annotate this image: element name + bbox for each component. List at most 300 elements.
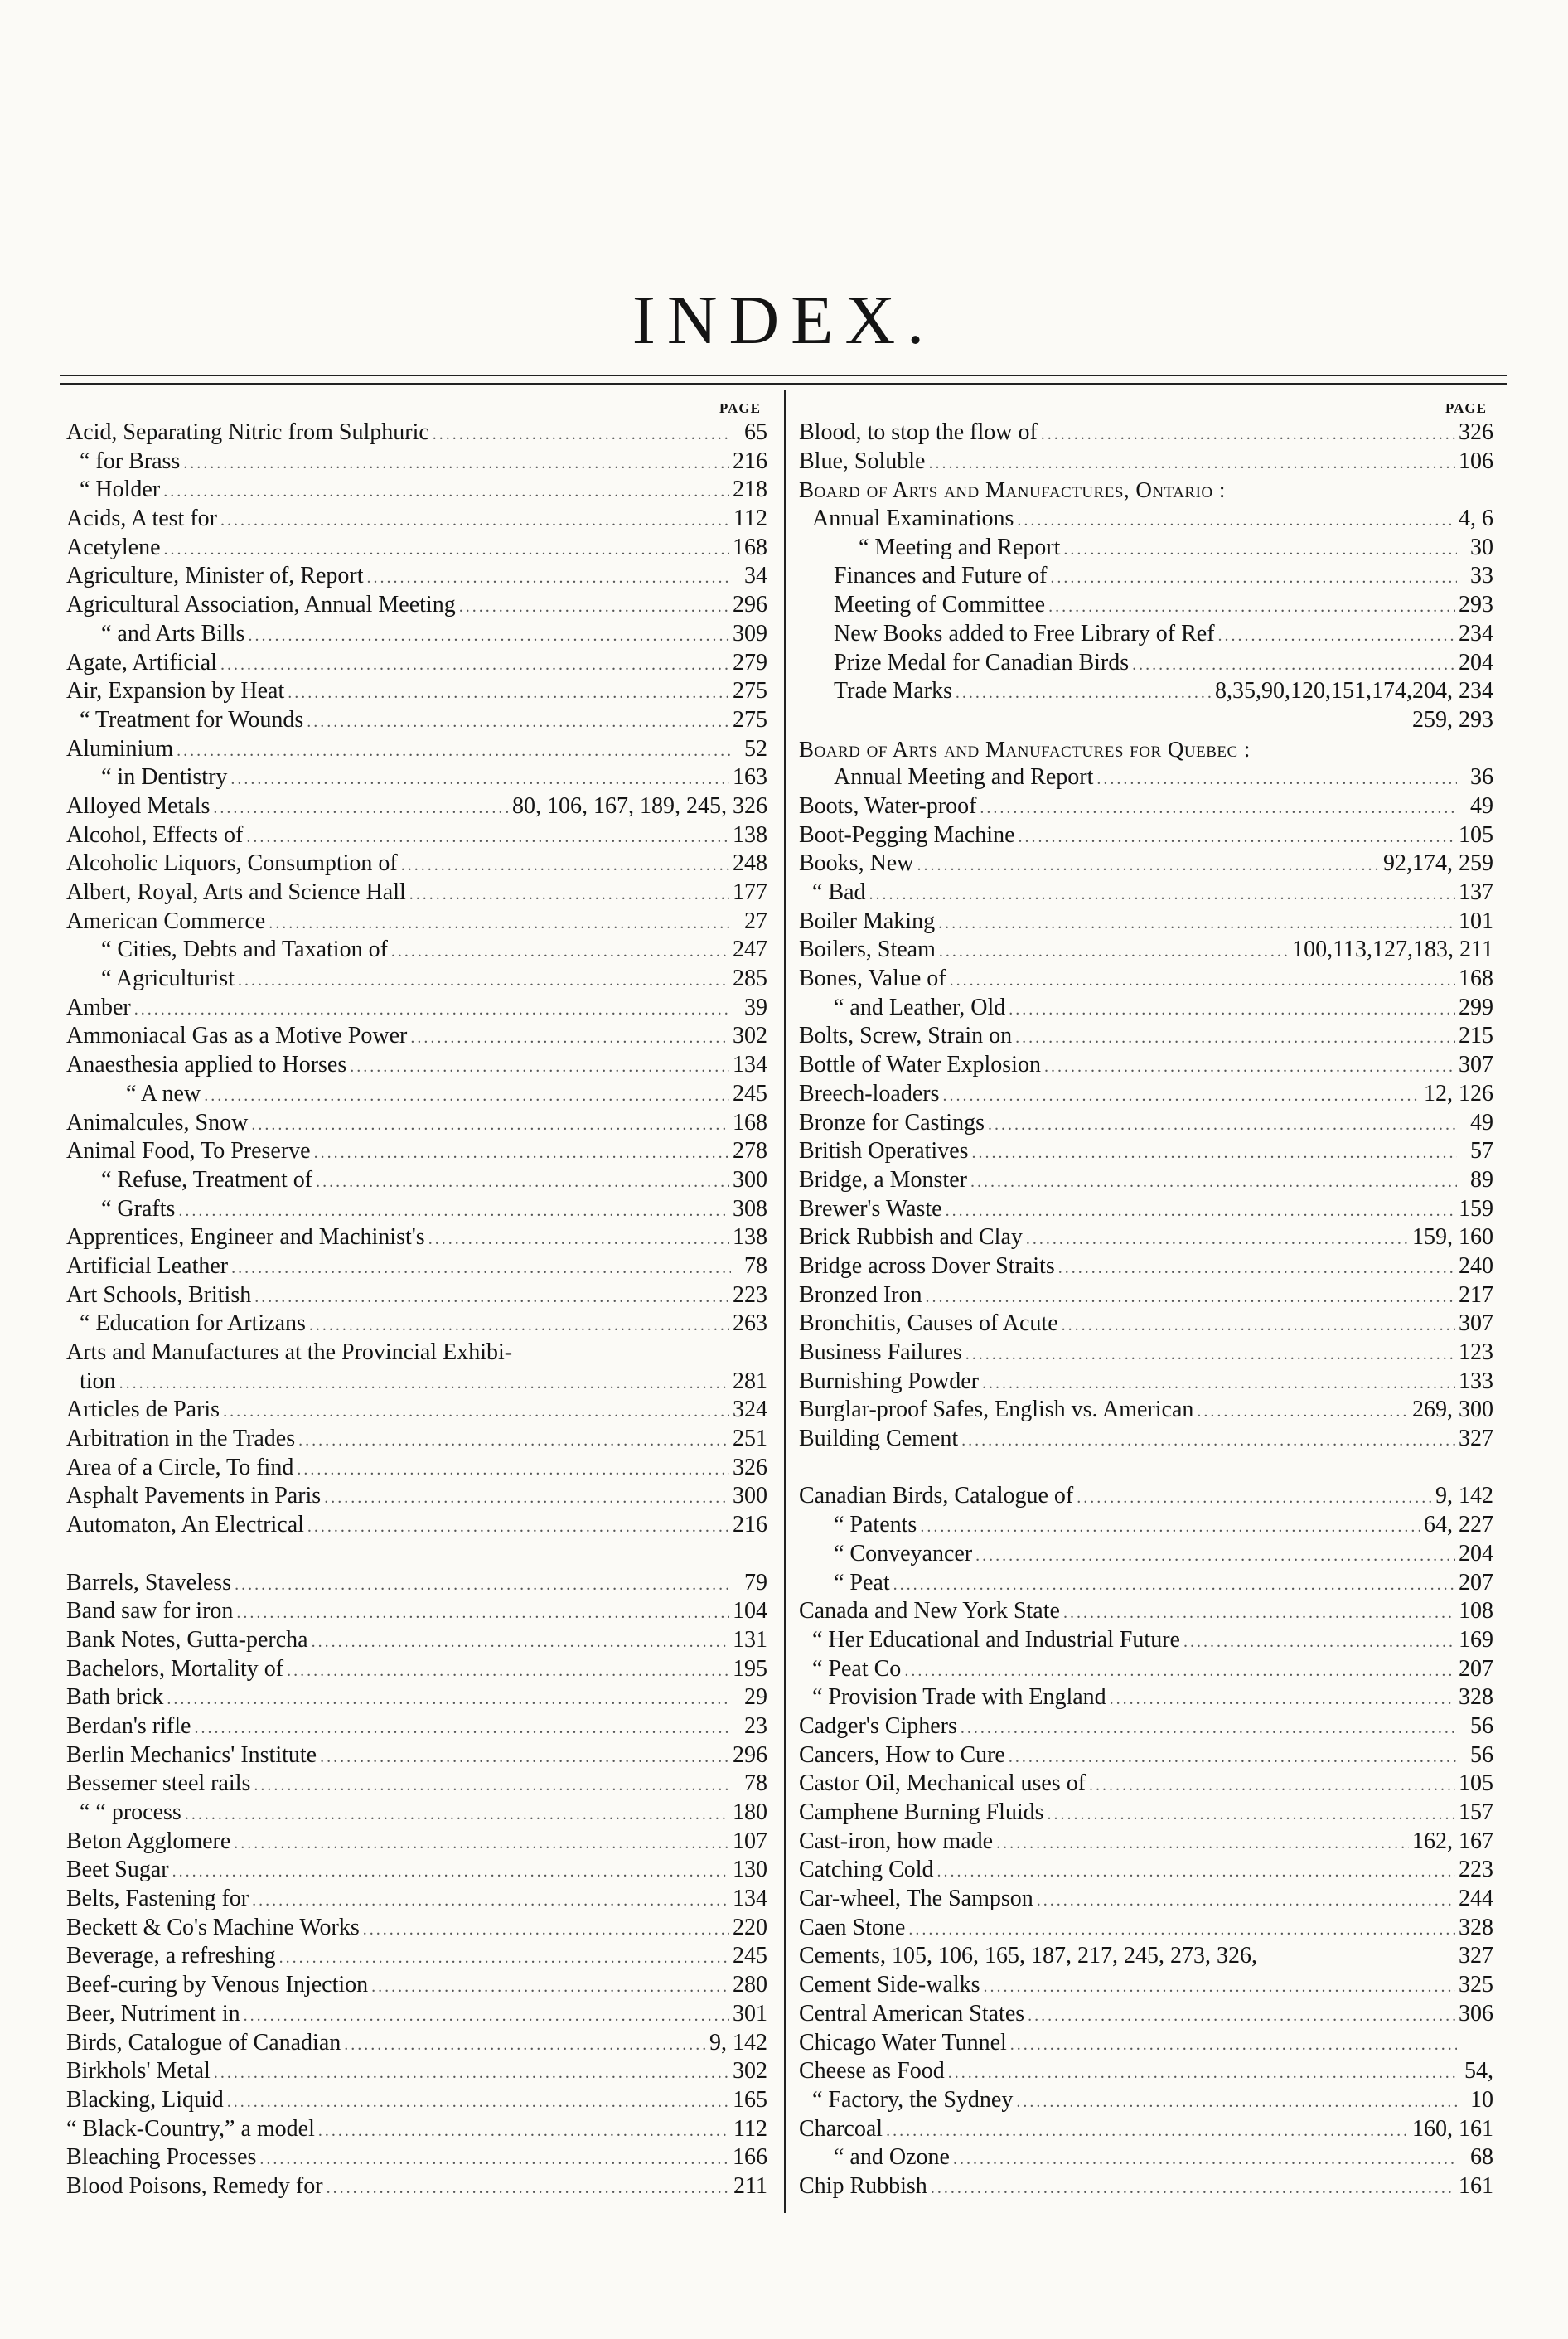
- index-entry: [66, 591, 767, 620]
- index-entry: [66, 908, 767, 937]
- page-numbers: 296: [733, 592, 767, 618]
- index-entry: [66, 620, 767, 649]
- index-entry: [66, 1310, 767, 1339]
- index-term: “ Grafts: [101, 1195, 176, 1222]
- page-numbers: 247: [733, 937, 767, 963]
- index-term: “ for Brass: [80, 448, 181, 474]
- page-numbers: 29: [744, 1684, 767, 1711]
- title-rule-bottom: [60, 383, 1507, 385]
- dot-leader: [251, 1111, 729, 1138]
- index-term: Meeting of Committee: [834, 592, 1046, 618]
- dot-leader: [297, 1455, 729, 1483]
- page-numbers: 248: [733, 850, 767, 877]
- page-numbers: 27: [744, 908, 767, 934]
- dot-leader: [254, 1283, 729, 1310]
- index-term: Beckett & Co's Machine Works: [66, 1914, 360, 1940]
- page-numbers: 326: [733, 1454, 767, 1480]
- page-numbers: 301: [733, 2000, 767, 2027]
- page-numbers: 325: [1459, 1972, 1493, 1998]
- dot-leader: [984, 1973, 1455, 2000]
- page-numbers: 123: [1459, 1339, 1493, 1365]
- index-entry: [66, 1799, 767, 1828]
- page-numbers: 9, 142: [1435, 1483, 1493, 1509]
- page-numbers: 33: [1470, 563, 1493, 589]
- index-entry: [66, 792, 767, 821]
- dot-leader: [996, 1829, 1409, 1857]
- index-entry: [799, 1683, 1493, 1712]
- index-entry: [799, 476, 1493, 505]
- dot-leader: [459, 593, 729, 620]
- dot-leader: [167, 1685, 731, 1712]
- page-numbers: 34: [744, 563, 767, 589]
- index-entry: [799, 1166, 1493, 1195]
- dot-leader: [1132, 651, 1455, 678]
- page-numbers: 134: [733, 1052, 767, 1078]
- page-numbers: 105: [1459, 1770, 1493, 1797]
- index-entry: [799, 1482, 1493, 1511]
- dot-leader: [227, 2088, 729, 2115]
- index-entry: [799, 1137, 1493, 1166]
- index-entry: [799, 1540, 1493, 1569]
- index-term: “ “ process: [80, 1799, 181, 1825]
- index-entry: [66, 677, 767, 706]
- index-term: Cadger's Ciphers: [799, 1712, 957, 1739]
- index-entry: [799, 2115, 1493, 2144]
- dot-leader: [908, 1915, 1455, 1943]
- index-entry: [799, 1109, 1493, 1138]
- index-term: Prize Medal for Canadian Birds: [834, 649, 1130, 676]
- index-term: Boiler Making: [799, 908, 936, 934]
- index-term: Canadian Birds, Catalogue of: [799, 1483, 1074, 1509]
- index-term: Cast-iron, how made: [799, 1828, 994, 1854]
- dot-leader: [220, 506, 730, 534]
- dot-leader: [1028, 2002, 1455, 2029]
- index-entry: [799, 2029, 1493, 2058]
- page-numbers: 300: [733, 1483, 767, 1509]
- page-numbers: 299: [1459, 994, 1493, 1020]
- index-term: Breech-loaders: [799, 1080, 940, 1107]
- index-entry: [799, 1799, 1493, 1828]
- index-column-left: [66, 399, 767, 2201]
- page-numbers: 106: [1459, 448, 1493, 474]
- dot-leader: [298, 1426, 729, 1454]
- index-entry: [799, 620, 1493, 649]
- index-entry: [66, 735, 767, 764]
- index-entry: [799, 649, 1493, 678]
- page-numbers: 4, 6: [1459, 506, 1493, 532]
- page-numbers: 160, 161: [1412, 2115, 1493, 2142]
- dot-leader: [1218, 622, 1455, 649]
- index-term: Artificial Leather: [66, 1252, 229, 1279]
- index-entry: [66, 2143, 767, 2172]
- index-term: “ and Leather, Old: [834, 994, 1006, 1020]
- index-entry: [66, 2115, 767, 2144]
- index-term: Alcoholic Liquors, Consumption of: [66, 850, 398, 877]
- dot-leader: [920, 1513, 1420, 1540]
- page-numbers: 223: [733, 1281, 767, 1308]
- page-numbers: 163: [733, 764, 767, 791]
- index-term: “ Peat: [834, 1569, 890, 1596]
- index-entry: [66, 1109, 767, 1138]
- index-term: Birds, Catalogue of Canadian: [66, 2029, 341, 2056]
- index-entry: [66, 2000, 767, 2029]
- index-entry: [66, 1223, 767, 1252]
- dot-leader: [939, 937, 1289, 965]
- index-entry: [66, 1597, 767, 1626]
- index-entry: [799, 850, 1493, 879]
- index-entry: [799, 821, 1493, 850]
- dot-leader: [1183, 1628, 1455, 1655]
- index-term: Agate, Artificial: [66, 649, 217, 676]
- index-entry: [66, 1626, 767, 1655]
- dot-leader: [204, 1082, 729, 1109]
- index-term: New Books added to Free Library of Ref: [834, 620, 1215, 646]
- dot-leader: [946, 1197, 1455, 1224]
- index-term: “ Meeting and Report: [859, 534, 1061, 560]
- page-numbers: 218: [733, 477, 767, 503]
- index-entry: [66, 1914, 767, 1943]
- index-term: “ Peat Co: [812, 1655, 902, 1682]
- index-term: Arbitration in the Trades: [66, 1426, 296, 1452]
- page-numbers: 244: [1459, 1886, 1493, 1912]
- index-entry: [66, 1454, 767, 1483]
- index-term: Bank Notes, Gutta-percha: [66, 1626, 308, 1653]
- index-term: Finances and Future of: [834, 563, 1048, 589]
- dot-leader: [988, 1111, 1457, 1138]
- dot-leader: [183, 449, 729, 477]
- index-entry: [799, 591, 1493, 620]
- page-numbers: 138: [733, 1224, 767, 1251]
- index-term: “ Her Educational and Industrial Future: [812, 1626, 1180, 1653]
- index-term: Blood Poisons, Remedy for: [66, 2172, 323, 2199]
- dot-leader: [314, 1139, 729, 1166]
- dot-leader: [246, 823, 729, 850]
- page-numbers: 168: [1459, 966, 1493, 992]
- index-entry: [66, 1741, 767, 1770]
- index-term: tion: [80, 1368, 116, 1394]
- index-term: Charcoal: [799, 2115, 883, 2142]
- index-term: Acids, A test for: [66, 506, 217, 532]
- dot-leader: [366, 564, 731, 591]
- dot-leader: [119, 1369, 729, 1397]
- index-term: Caen Stone: [799, 1914, 906, 1940]
- index-term: Annual Meeting and Report: [834, 764, 1094, 791]
- index-term: Bridge, a Monster: [799, 1166, 967, 1193]
- index-term: Beef-curing by Venous Injection: [66, 1972, 369, 1998]
- index-entry: [799, 2143, 1493, 2172]
- index-term: Area of a Circle, To find: [66, 1454, 294, 1480]
- section-gap: [66, 1540, 767, 1569]
- page-numbers: 30: [1470, 534, 1493, 560]
- index-entry: [799, 1885, 1493, 1914]
- index-term: Animal Food, To Preserve: [66, 1138, 311, 1165]
- index-term: Bridge across Dover Straits: [799, 1252, 1055, 1279]
- dot-leader: [1041, 420, 1455, 448]
- index-term: Alloyed Metals: [66, 792, 211, 819]
- index-term: Berdan's rifle: [66, 1712, 191, 1739]
- dot-leader: [1050, 564, 1457, 591]
- index-term: Belts, Fastening for: [66, 1886, 249, 1912]
- index-entry: [799, 1914, 1493, 1943]
- page-numbers: 10: [1470, 2086, 1493, 2113]
- dot-leader: [1062, 1311, 1455, 1339]
- index-entry: [66, 1971, 767, 2000]
- dot-leader: [371, 1973, 729, 2000]
- index-term: Cancers, How to Cure: [799, 1741, 1005, 1768]
- index-entry: [799, 1712, 1493, 1741]
- dot-leader: [904, 1657, 1455, 1684]
- dot-leader: [1026, 1225, 1409, 1252]
- dot-leader: [1058, 1254, 1455, 1281]
- index-term: Asphalt Pavements in Paris: [66, 1483, 322, 1509]
- index-term: Brewer's Waste: [799, 1195, 942, 1222]
- index-term: Building Cement: [799, 1426, 959, 1452]
- index-entry-list: [66, 419, 767, 2201]
- index-term: Cements, 105, 106, 165, 187, 217, 245, 273, 326,: [799, 1943, 1257, 1969]
- dot-leader: [1197, 1397, 1409, 1425]
- index-term: “ in Dentistry: [101, 764, 228, 791]
- dot-leader: [164, 535, 730, 563]
- page-numbers: 207: [1459, 1655, 1493, 1682]
- index-entry: [66, 1655, 767, 1684]
- dot-leader: [886, 2117, 1409, 2144]
- index-term: Bachelors, Mortality of: [66, 1655, 284, 1682]
- index-entry: [66, 1080, 767, 1109]
- index-entry: [66, 1828, 767, 1857]
- index-entry: [66, 1166, 767, 1195]
- index-entry: [66, 1482, 767, 1511]
- index-entry: [66, 1252, 767, 1281]
- dot-leader: [220, 651, 729, 678]
- page-numbers: 39: [744, 994, 767, 1020]
- dot-leader: [307, 708, 729, 735]
- index-term: Board of Arts and Manufactures, Ontario :: [799, 477, 1226, 503]
- index-term: “ and Ozone: [834, 2144, 950, 2171]
- index-entry: [799, 2057, 1493, 2086]
- index-entry: [799, 1339, 1493, 1368]
- index-entry: [799, 677, 1493, 706]
- index-term: Canada and New York State: [799, 1598, 1060, 1625]
- dot-leader: [363, 1915, 729, 1943]
- index-term: “ and Arts Bills: [101, 620, 245, 646]
- index-term: Books, New: [799, 850, 914, 877]
- page-numbers: 23: [744, 1712, 767, 1739]
- index-entry: [799, 1425, 1493, 1454]
- index-term: Beton Agglomere: [66, 1828, 231, 1854]
- index-term: American Commerce: [66, 908, 266, 934]
- dot-leader: [350, 1053, 729, 1080]
- page-numbers: 101: [1459, 908, 1493, 934]
- index-term: Blue, Soluble: [799, 448, 926, 474]
- dot-leader: [1048, 593, 1455, 620]
- index-entry: [799, 1597, 1493, 1626]
- index-entry: [799, 1569, 1493, 1598]
- index-entry: [799, 2086, 1493, 2115]
- page-numbers: 279: [733, 649, 767, 676]
- dot-leader: [312, 1628, 729, 1655]
- page-column-header: PAGE: [1445, 400, 1487, 416]
- index-term: Anaesthesia applied to Horses: [66, 1052, 347, 1078]
- page-numbers: 251: [733, 1426, 767, 1452]
- index-entry: [66, 1339, 767, 1368]
- dot-leader: [259, 2145, 729, 2172]
- index-entry: [66, 2029, 767, 2058]
- index-term: Boots, Water-proof: [799, 792, 977, 819]
- dot-leader: [269, 909, 731, 937]
- index-term: Articles de Paris: [66, 1397, 220, 1423]
- page-numbers: 169: [1459, 1626, 1493, 1653]
- dot-leader: [235, 1571, 731, 1598]
- dot-leader: [1015, 1024, 1455, 1051]
- page-numbers: 216: [733, 1512, 767, 1538]
- page-numbers: 269, 300: [1412, 1397, 1493, 1423]
- index-term: Board of Arts and Manufactures for Quebec :: [799, 736, 1251, 762]
- page-numbers: 217: [1459, 1281, 1493, 1308]
- dot-leader: [172, 1857, 729, 1885]
- page-numbers: 166: [733, 2144, 767, 2171]
- page-numbers: 195: [733, 1655, 767, 1682]
- index-entry: [66, 821, 767, 850]
- dot-leader: [279, 1944, 729, 1971]
- index-term: “ Bad: [812, 879, 866, 905]
- dot-leader: [1089, 1771, 1455, 1799]
- dot-leader: [324, 1484, 729, 1511]
- dot-leader: [178, 1197, 729, 1224]
- index-entry: [66, 476, 767, 505]
- page-numbers: 296: [733, 1741, 767, 1768]
- dot-leader: [223, 1397, 729, 1425]
- dot-leader: [318, 2117, 730, 2144]
- dot-leader: [937, 1857, 1455, 1885]
- dot-leader: [1017, 506, 1455, 534]
- dot-leader: [1009, 995, 1455, 1023]
- page-numbers: 108: [1459, 1598, 1493, 1625]
- page-numbers: 168: [733, 534, 767, 560]
- page-numbers: 104: [733, 1598, 767, 1625]
- index-term: Berlin Mechanics' Institute: [66, 1741, 317, 1768]
- index-term: Bolts, Screw, Strain on: [799, 1023, 1013, 1049]
- page-numbers: 162, 167: [1412, 1828, 1493, 1854]
- index-term: Central American States: [799, 2000, 1025, 2027]
- page-numbers: 49: [1470, 792, 1493, 819]
- index-entry: [66, 1683, 767, 1712]
- page-numbers: 157: [1459, 1799, 1493, 1825]
- dot-leader: [982, 1369, 1455, 1397]
- index-entry: [66, 1569, 767, 1598]
- dot-leader: [926, 1283, 1455, 1310]
- page-numbers: 285: [733, 966, 767, 992]
- dot-leader: [1110, 1685, 1455, 1712]
- index-entry: [66, 1856, 767, 1885]
- index-entry: [799, 1856, 1493, 1885]
- page-numbers: 68: [1470, 2144, 1493, 2171]
- index-term: “ Factory, the Sydney: [812, 2086, 1014, 2113]
- index-column-right: [799, 399, 1493, 2201]
- index-entry: [66, 2057, 767, 2086]
- index-term: Brick Rubbish and Clay: [799, 1224, 1023, 1251]
- index-entry: [799, 879, 1493, 908]
- dot-leader: [391, 937, 729, 965]
- index-entry: [66, 1511, 767, 1540]
- index-term: Ammoniacal Gas as a Motive Power: [66, 1023, 408, 1049]
- dot-leader: [230, 765, 729, 792]
- page-numbers: 328: [1459, 1684, 1493, 1711]
- page-numbers: 207: [1459, 1569, 1493, 1596]
- page-numbers: 302: [733, 2058, 767, 2085]
- index-term: Animalcules, Snow: [66, 1109, 249, 1136]
- index-term: Bath brick: [66, 1684, 164, 1711]
- section-gap: [799, 1454, 1493, 1483]
- page-numbers: 165: [733, 2086, 767, 2113]
- index-term: Beverage, a refreshing: [66, 1943, 276, 1969]
- index-term: Bottle of Water Explosion: [799, 1052, 1041, 1078]
- dot-leader: [1063, 535, 1457, 563]
- dot-leader: [1063, 1599, 1455, 1626]
- index-term: Chicago Water Tunnel: [799, 2029, 1007, 2056]
- index-entry: [799, 1396, 1493, 1425]
- index-term: British Operatives: [799, 1138, 969, 1165]
- page-numbers: 79: [744, 1569, 767, 1596]
- index-entry: [799, 1741, 1493, 1770]
- page-numbers: 259, 293: [1412, 706, 1493, 733]
- dot-leader: [931, 2174, 1455, 2201]
- dot-leader: [956, 679, 1212, 706]
- index-term: “ Agriculturist: [101, 966, 235, 992]
- dot-leader: [1077, 1484, 1432, 1511]
- index-entry: [799, 1368, 1493, 1397]
- index-entry: [799, 1252, 1493, 1281]
- index-term: Blood, to stop the flow of: [799, 419, 1038, 445]
- page-numbers: 137: [1459, 879, 1493, 905]
- dot-leader: [917, 851, 1380, 879]
- index-term: Band saw for iron: [66, 1598, 234, 1625]
- dot-leader: [942, 1082, 1420, 1109]
- index-entry: [799, 908, 1493, 937]
- index-entry: [799, 1022, 1493, 1051]
- index-term: “ Refuse, Treatment of: [101, 1166, 313, 1193]
- dot-leader: [287, 1657, 729, 1684]
- index-entry: [799, 419, 1493, 448]
- dot-leader: [433, 420, 731, 448]
- index-entry: [799, 1281, 1493, 1310]
- dot-leader: [975, 1542, 1455, 1569]
- index-term: “ Holder: [80, 477, 161, 503]
- dot-leader: [428, 1225, 729, 1252]
- page-numbers: 263: [733, 1310, 767, 1337]
- index-entry: [799, 505, 1493, 534]
- index-term: Annual Examinations: [812, 506, 1014, 532]
- dot-leader: [410, 1024, 729, 1051]
- index-term: “ Cities, Debts and Taxation of: [101, 937, 388, 963]
- index-term: “ Treatment for Wounds: [80, 706, 304, 733]
- page-numbers: 112: [733, 506, 767, 532]
- page-numbers: 281: [733, 1368, 767, 1394]
- index-term: Acetylene: [66, 534, 161, 560]
- dot-leader: [938, 909, 1455, 937]
- index-entry: [799, 2172, 1493, 2201]
- dot-leader: [213, 794, 509, 821]
- index-entry: [799, 792, 1493, 821]
- page-numbers: 49: [1470, 1109, 1493, 1136]
- page-numbers: 327: [1459, 1943, 1493, 1969]
- dot-leader: [194, 1714, 731, 1741]
- dot-leader: [953, 2145, 1457, 2172]
- index-term: Art Schools, British: [66, 1281, 252, 1308]
- index-term: Car-wheel, The Sampson: [799, 1886, 1033, 1912]
- dot-leader: [185, 1800, 729, 1828]
- page-numbers: 306: [1459, 2000, 1493, 2027]
- index-entry: [799, 1828, 1493, 1857]
